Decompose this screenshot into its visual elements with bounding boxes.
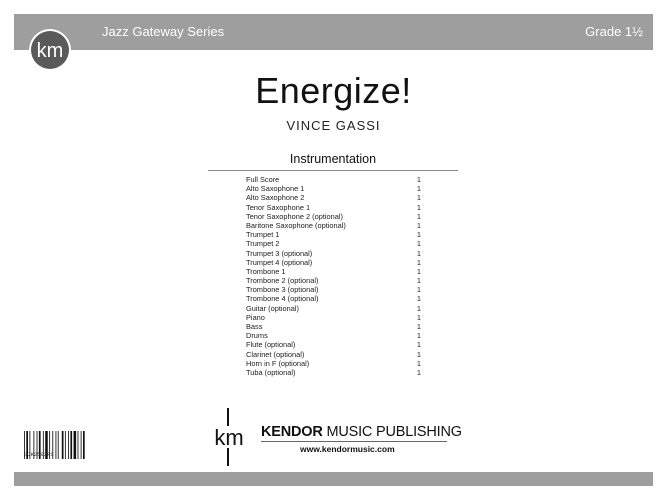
publisher-name	[261, 424, 462, 440]
instrument-row	[246, 221, 421, 230]
instrument-name: Guitar (optional)	[246, 303, 299, 313]
instrument-name: Flute (optional)	[246, 340, 296, 350]
instrumentation-list	[246, 175, 421, 377]
instrument-quantity: 1	[416, 294, 421, 304]
instrument-name: Drums	[246, 331, 268, 341]
instrument-row	[246, 212, 421, 221]
svg-text:km: km	[36, 40, 64, 62]
instrument-quantity: 1	[416, 220, 421, 230]
instrument-name: Tenor Saxophone 2 (optional)	[246, 211, 343, 221]
instrument-quantity: 1	[416, 184, 421, 194]
kendor-logo	[210, 408, 250, 466]
instrument-name: Alto Saxophone 1	[246, 184, 305, 194]
instrument-row	[246, 313, 421, 322]
instrument-quantity: 1	[416, 358, 421, 368]
instrument-row	[246, 294, 421, 303]
instrument-name: Trombone 1	[246, 266, 286, 276]
instrument-name: Trombone 2 (optional)	[246, 276, 319, 286]
publisher-url: www.kendormusic.com	[300, 444, 395, 454]
grade-level: Grade 1½	[585, 24, 643, 39]
instrument-row	[246, 304, 421, 313]
instrument-row	[246, 193, 421, 202]
piece-title: Energize!	[255, 70, 412, 111]
instrument-row	[246, 175, 421, 184]
instrument-row	[246, 184, 421, 193]
instrument-row	[246, 230, 421, 239]
instrumentation-heading: Instrumentation	[289, 152, 377, 166]
instrument-row	[246, 331, 421, 340]
instrument-quantity: 1	[416, 239, 421, 249]
instrument-name: Trumpet 1	[246, 230, 280, 240]
instrument-row	[246, 203, 421, 212]
instrument-quantity: 1	[416, 230, 421, 240]
instrument-quantity: 1	[416, 340, 421, 350]
instrument-row	[246, 350, 421, 359]
instrument-quantity: 1	[416, 266, 421, 276]
instrument-quantity: 1	[416, 211, 421, 221]
instrument-row	[246, 359, 421, 368]
instrument-quantity: 1	[416, 367, 421, 377]
footer-band	[14, 472, 653, 486]
instrument-row	[246, 239, 421, 248]
instrument-quantity: 1	[416, 276, 421, 286]
instrument-name: Clarinet (optional)	[246, 349, 305, 359]
instrument-quantity: 1	[416, 322, 421, 331]
instrument-quantity: 1	[416, 349, 421, 359]
instrument-quantity: 1	[416, 248, 421, 258]
barcode-number: GJK2502FS	[24, 451, 54, 458]
km-badge-logo	[28, 28, 72, 72]
instrument-row	[246, 368, 421, 377]
instrument-row	[246, 276, 421, 285]
publisher-name-bold: KENDOR	[261, 424, 323, 440]
instrument-quantity: 1	[416, 331, 421, 341]
instrument-row	[246, 267, 421, 276]
instrument-row	[246, 340, 421, 349]
instrument-name: Horn in F (optional)	[246, 358, 310, 368]
instrument-quantity: 1	[416, 303, 421, 313]
instrument-quantity: 1	[416, 193, 421, 203]
instrument-name: Alto Saxophone 2	[246, 193, 305, 203]
instrument-name: Piano	[246, 312, 265, 322]
series-header-band	[14, 14, 653, 50]
instrument-quantity: 1	[416, 202, 421, 212]
instrument-quantity: 1	[416, 257, 421, 267]
publisher-name-rest: MUSIC PUBLISHING	[322, 424, 462, 440]
instrument-quantity: 1	[416, 312, 421, 322]
composer-name: VINCE GASSI	[286, 118, 381, 133]
svg-text:km: km	[214, 425, 244, 450]
instrument-quantity: 1	[416, 175, 421, 184]
instrument-name: Trombone 3 (optional)	[246, 285, 319, 295]
instrument-row	[246, 322, 421, 331]
instrument-name: Bass	[246, 322, 263, 331]
instrument-name: Trumpet 2	[246, 239, 280, 249]
instrument-name: Full Score	[246, 175, 280, 184]
instrument-name: Tuba (optional)	[246, 367, 296, 377]
publisher-divider	[261, 441, 447, 442]
instrument-name: Trumpet 3 (optional)	[246, 248, 313, 258]
instrument-name: Trumpet 4 (optional)	[246, 257, 313, 267]
instrument-name: Trombone 4 (optional)	[246, 294, 319, 304]
instrument-row	[246, 249, 421, 258]
instrument-row	[246, 258, 421, 267]
instrument-row	[246, 285, 421, 294]
instrument-quantity: 1	[416, 285, 421, 295]
series-name: Jazz Gateway Series	[102, 24, 225, 39]
instrument-name: Tenor Saxophone 1	[246, 202, 311, 212]
instrument-name: Baritone Saxophone (optional)	[246, 220, 346, 230]
instrumentation-divider	[208, 170, 458, 171]
